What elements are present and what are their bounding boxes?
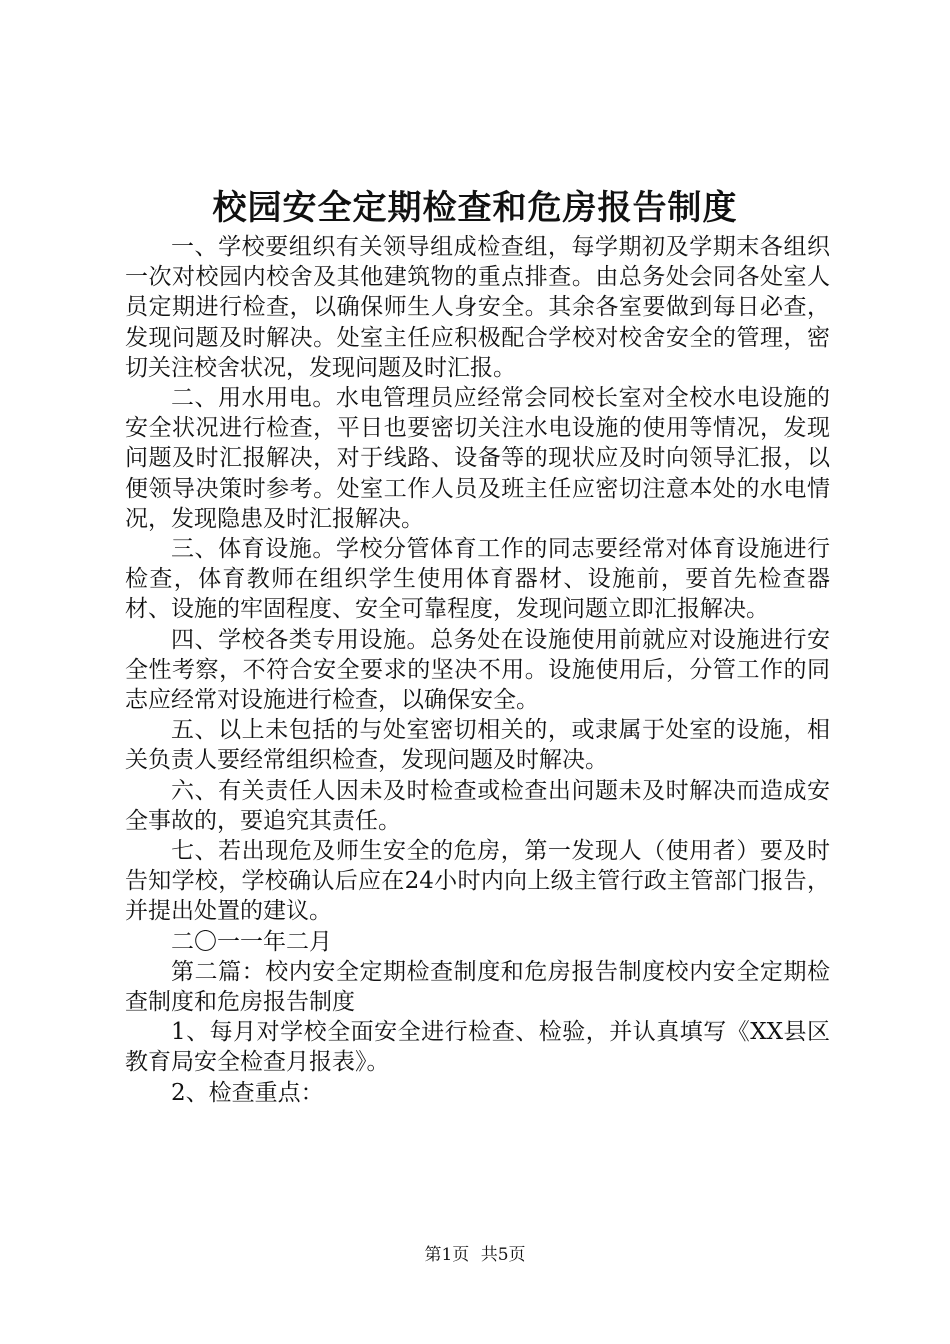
page-number: 第1页 [424,1245,470,1265]
item-1: 1、每月对学校全面安全进行检查、检验，并认真填写《XX县区教育局安全检查月报表》。 [125,1019,830,1076]
page-footer [0,1244,950,1266]
paragraph-7: 七、若出现危及师生安全的危房，第一发现人（使用者）要及时告知学校，学校确认后应在24小时内向上级主管行政主管部门报告，并提出处置的建议。 [125,838,830,925]
paragraph-3: 三、体育设施。学校分管体育工作的同志要经常对体育设施进行检查，体育教师在组织学生使用体育器材、设施前，要首先检查器材、设施的牢固程度、安全可靠程度，发现问题立即汇报解决。 [125,536,830,623]
paragraph-5: 五、以上未包括的与处室密切相关的，或隶属于处室的设施，相关负责人要经常组织检查，发现问题及时解决。 [125,717,830,774]
paragraph-1: 一、学校要组织有关领导组成检查组，每学期初及学期末各组织一次对校园内校舍及其他建筑物的重点排查。由总务处会同各处室人员定期进行检查，以确保师生人身安全。其余各室要做到每日必查，发现问题及时解决。处室主任应积极配合学校对校舍安全的管理，密切关注校舍状况，发现问题及时汇报。 [125,234,830,381]
paragraph-4: 四、学校各类专用设施。总务处在设施使用前就应对设施进行安全性考察，不符合安全要求的坚决不用。设施使用后，分管工作的同志应经常对设施进行检查，以确保安全。 [125,626,830,714]
section-two-heading: 第二篇：校内安全定期检查制度和危房报告制度校内安全定期检查制度和危房报告制度 [125,958,830,1016]
document-body [125,232,830,1108]
page-total: 共5页 [480,1245,526,1265]
paragraph-6: 六、有关责任人因未及时检查或检查出问题未及时解决而造成安全事故的，要追究其责任。 [125,777,830,834]
date-line: 二〇一一年二月 [171,928,332,955]
document-title: 校园安全定期检查和危房报告制度 [212,188,738,228]
item-2: 2、检查重点： [171,1079,324,1106]
paragraph-2: 二、用水用电。水电管理员应经常会同校长室对全校水电设施的安全状况进行检查，平日也要密切关注水电设施的使用等情况，发现问题及时汇报解决，对于线路、设备等的现状应及时向领导汇报，以便领导决策时参考。处室工作人员及班主任应密切注意本处的水电情况，发现隐患及时汇报解决。 [125,385,830,532]
